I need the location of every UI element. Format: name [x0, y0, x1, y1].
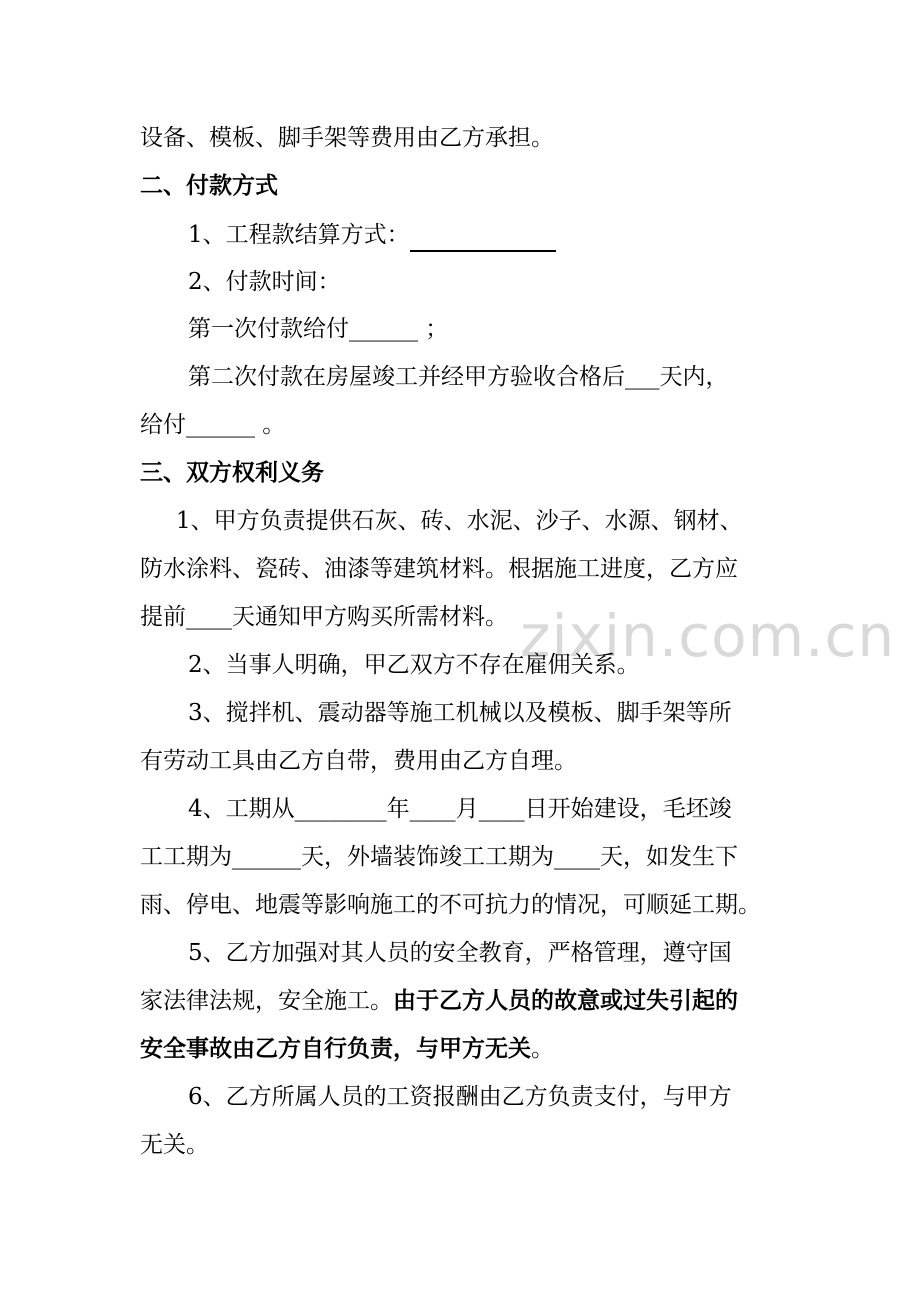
watermark: zixin.com.cn	[520, 602, 896, 670]
rights-item-5-cont	[140, 986, 738, 1016]
rights-item-5-text: 家法律法规，安全施工。	[140, 988, 393, 1014]
rights-item-4-cont: 雨、停电、地震等影响施工的不可抗力的情况，可顺延工期。	[140, 892, 761, 918]
rights-item-5-emphasis: 安全事故由乙方自行负责，与甲方无关	[140, 1036, 531, 1062]
rights-item-3-cont: 有劳动工具由乙方自带，费用由乙方自理。	[140, 748, 577, 774]
payment-item-2: 2、付款时间：	[188, 269, 341, 295]
section-heading-rights: 三、双方权利义务	[140, 460, 324, 486]
text-line: 设备、模板、脚手架等费用由乙方承担。	[140, 125, 554, 151]
rights-item-6: 6、乙方所属人员的工资报酬由乙方负责支付，与甲方	[188, 1084, 732, 1110]
rights-item-3: 3、搅拌机、震动器等施工机械以及模板、脚手架等所	[188, 700, 732, 726]
rights-item-4-cont: 工工期为______天，外墙装饰竣工工期为____天，如发生下	[140, 844, 738, 870]
rights-item-5-end: 。	[531, 1036, 554, 1062]
section-heading-payment: 二、付款方式	[140, 173, 278, 199]
payment-second: 第二次付款在房屋竣工并经甲方验收合格后___天内，	[188, 364, 729, 390]
payment-item-1	[188, 220, 556, 252]
rights-item-1: 1、甲方负责提供石灰、砖、水泥、沙子、水源、钢材、	[176, 508, 743, 534]
rights-item-2: 2、当事人明确，甲乙双方不存在雇佣关系。	[188, 652, 640, 678]
rights-item-5-emphasis: 由于乙方人员的故意或过失引起的	[393, 988, 738, 1014]
rights-item-5: 5、乙方加强对其人员的安全教育，严格管理，遵守国	[188, 940, 732, 966]
rights-item-1-cont: 防水涂料、瓷砖、油漆等建筑材料。根据施工进度，乙方应	[140, 556, 738, 582]
payment-second-cont: 给付______ 。	[140, 412, 286, 438]
payment-item-1-label: 1、工程款结算方式：	[188, 222, 410, 248]
rights-item-6-cont: 无关。	[140, 1132, 209, 1158]
rights-item-1-cont: 提前____天通知甲方购买所需材料。	[140, 604, 508, 630]
payment-first: 第一次付款给付______ ；	[188, 316, 449, 342]
rights-item-5-cont	[140, 1034, 554, 1064]
rights-item-4: 4、工期从________年____月____日开始建设，毛坯竣	[188, 796, 732, 822]
fill-blank	[410, 220, 556, 252]
